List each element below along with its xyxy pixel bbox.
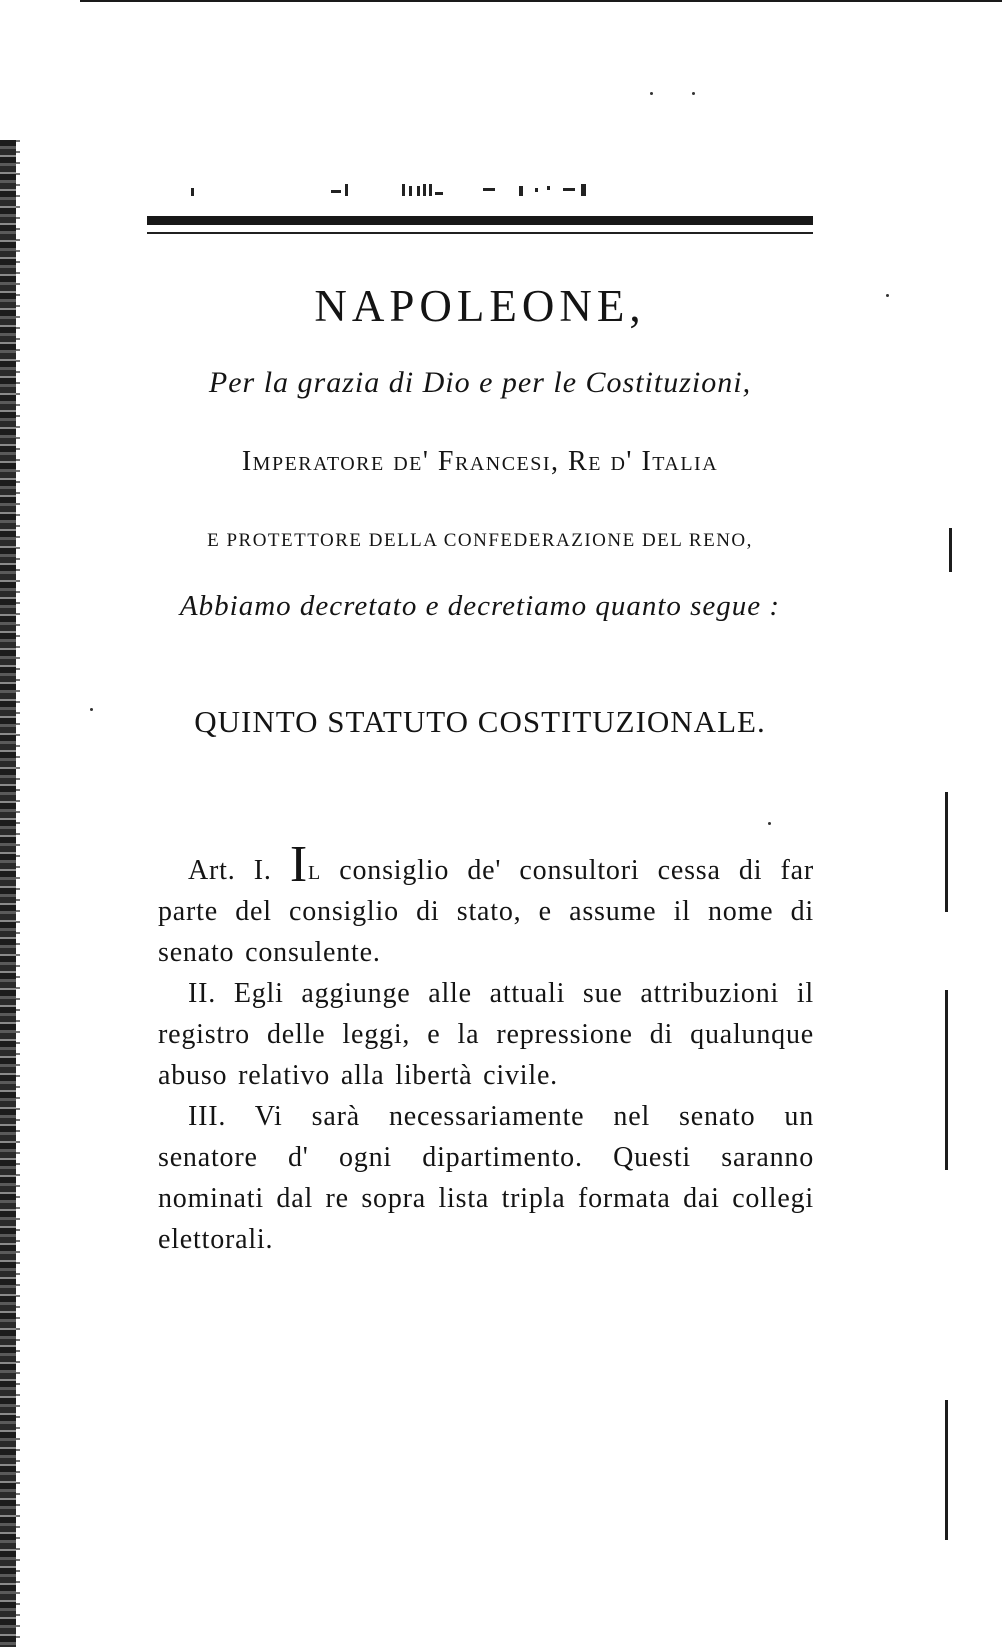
article-2-text: Egli aggiunge alle attuali sue attribuzioni il registro delle leggi, e la repressione di qualunque abuso relativo alla libertà civile. xyxy=(158,978,814,1091)
article-1-drop-cap: I xyxy=(289,836,309,893)
decree-line: Abbiamo decretato e decretiamo quanto segue : xyxy=(179,590,781,622)
scan-speck xyxy=(90,708,93,711)
scan-right-mark xyxy=(945,1400,948,1540)
scan-right-mark xyxy=(945,792,948,912)
scan-speck xyxy=(886,294,889,297)
titles-line: Imperatore de' Francesi, Re d' Italia xyxy=(241,446,719,477)
article-3 xyxy=(158,1096,814,1260)
scan-speck xyxy=(650,92,653,95)
scan-speck xyxy=(692,92,695,95)
protector-line: E PROTETTORE DELLA CONFEDERAZIONE DEL RENO, xyxy=(207,530,753,551)
article-1 xyxy=(158,836,814,973)
scan-top-edge xyxy=(80,0,1002,6)
thin-rule xyxy=(147,232,813,234)
scan-right-mark xyxy=(949,528,952,572)
scan-right-mark xyxy=(945,990,948,1170)
articles-body xyxy=(158,836,814,1260)
scan-binding-edge xyxy=(0,140,16,1647)
article-2-label: II. xyxy=(188,978,217,1009)
running-head xyxy=(155,180,825,200)
article-3-label: III. xyxy=(188,1101,227,1132)
article-2 xyxy=(158,973,814,1096)
article-1-text: consiglio de' consultori cessa di far parte del consiglio di stato, e assume il nome di senato consulente. xyxy=(158,855,814,968)
grace-line: Per la grazia di Dio e per le Costituzioni, xyxy=(208,366,752,399)
page-title: NAPOLEONE, xyxy=(314,281,646,331)
scan-speck xyxy=(768,822,771,825)
thick-rule xyxy=(147,216,813,225)
article-1-label: Art. I. xyxy=(188,855,272,886)
article-1-small-caps: l xyxy=(308,855,322,886)
article-3-text: Vi sarà necessariamente nel senato un senatore d' ogni dipartimento. Questi saranno nominati dal re sopra lista tripla formata dai collegi elettorali. xyxy=(158,1101,814,1255)
statute-title: QUINTO STATUTO COSTITUZIONALE. xyxy=(194,704,766,739)
